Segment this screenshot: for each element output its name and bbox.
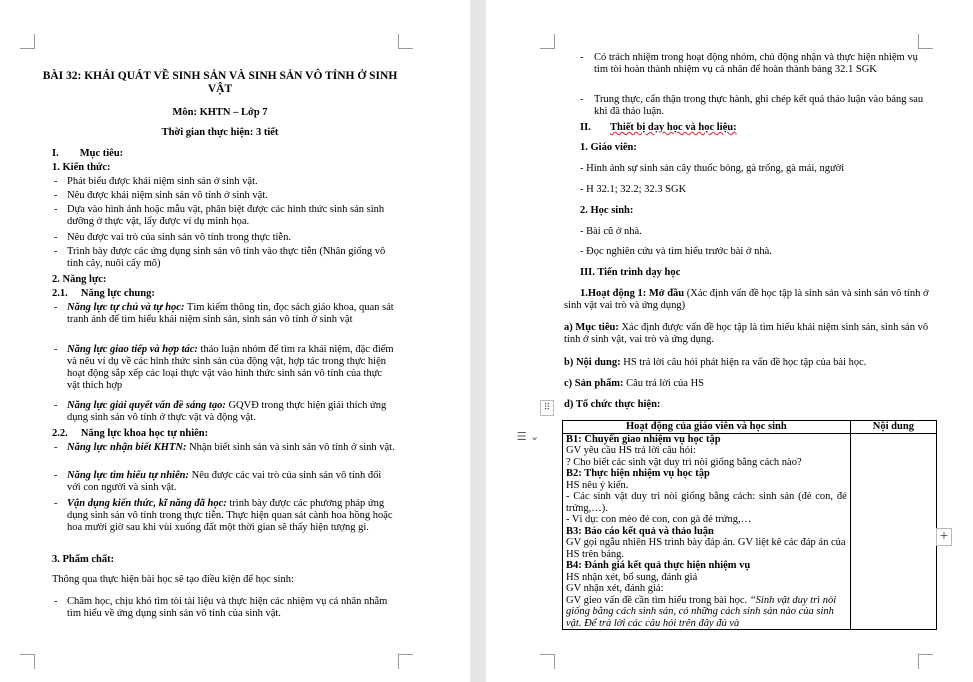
activity-1-line: 1.Hoạt động 1: Mở đầu (Xác định vấn đề học tập là sinh sản và sinh sản vô tính ở sinh vật vai trò và ứng dụng) bbox=[564, 288, 929, 311]
table-cell-content[interactable] bbox=[850, 433, 936, 630]
step-4-heading: B4: Đánh giá kết quả thực hiện nhiệm vụ bbox=[566, 560, 751, 571]
bullet: - bbox=[54, 204, 58, 215]
bullet: - bbox=[54, 232, 58, 243]
step-text: HS nhận xét, bổ sung, đánh giá bbox=[566, 571, 698, 583]
step-text: GV nhận xét, đánh giá: bbox=[566, 583, 664, 594]
bullet: - bbox=[54, 498, 58, 509]
step-text: GV yêu cầu HS trả lời câu hỏi: bbox=[566, 445, 696, 456]
teacher-item: - H 32.1; 32.2; 32.3 SGK bbox=[580, 184, 687, 195]
document-page-left bbox=[0, 0, 470, 682]
bullet: - bbox=[54, 470, 58, 481]
activity-table bbox=[562, 420, 937, 630]
student-item: - Bài cũ ở nhà. bbox=[580, 226, 642, 237]
subject-line: Môn: KHTN – Lớp 7 bbox=[172, 107, 268, 118]
quality-item: Có trách nhiệm trong hoạt động nhóm, chủ động nhận và thực hiện nhiệm vụ tìm tòi hoàn thành nhiệm vụ cá nhân để hoàn thành bảng 32.1 SGK bbox=[594, 52, 918, 75]
step-text: ? Cho biết các sinh vật duy trì nòi giống bằng cách nào? bbox=[566, 456, 802, 468]
bullet: - bbox=[54, 190, 58, 201]
student-item: - Đọc nghiên cứu và tìm hiểu trước bài ở nhà. bbox=[580, 246, 772, 257]
crop-mark bbox=[20, 654, 35, 669]
content-line: b) Nội dung: HS trả lời câu hỏi phát hiện ra vấn đề học tập của bài học. bbox=[564, 357, 867, 368]
section-science-competence: 2.2. Năng lực khoa học tự nhiên: bbox=[52, 428, 209, 439]
student-heading: 2. Học sinh: bbox=[580, 205, 634, 216]
bullet: - bbox=[54, 344, 58, 355]
section-equipment: Thiết bị dạy học và học liệu: bbox=[610, 122, 737, 133]
organization-line: d) Tổ chức thực hiện: bbox=[564, 399, 661, 410]
step-text: GV gieo vấn đề cần tìm hiểu trong bài học. “Sinh vật duy trì nòi giống bằng cách sinh sản, có những cách sinh sản nào của sinh vật. Để trả lời các câu hỏi trên đây đủ và bbox=[566, 594, 837, 629]
step-3-heading: B3: Báo cáo kết quả và thảo luận bbox=[566, 525, 714, 537]
crop-mark bbox=[918, 34, 933, 49]
section-quality: 3. Phẩm chất: bbox=[52, 554, 115, 565]
crop-mark bbox=[540, 654, 555, 669]
section-knowledge: 1. Kiến thức: bbox=[52, 162, 111, 173]
general-item: Năng lực giải quyết vấn đề sáng tạo: GQVĐ trong thực hiện giải thích ứng dụng sinh sản vô tính ở thực vật và động vật. bbox=[67, 400, 387, 423]
section-objectives: I. Mục tiêu: bbox=[52, 148, 124, 159]
science-item: Năng lực nhận biết KHTN: Nhận biết sinh sản và sinh sản vô tính ở sinh vật. bbox=[67, 442, 395, 453]
crop-mark bbox=[20, 34, 35, 49]
bullet: - bbox=[54, 596, 58, 607]
table-header-activity: Hoạt động của giáo viên và học sinh bbox=[563, 421, 851, 434]
crop-mark bbox=[398, 34, 413, 49]
bullet: - bbox=[54, 442, 58, 453]
step-text: HS nêu ý kiến. bbox=[566, 479, 629, 491]
table-cell-activity[interactable] bbox=[563, 433, 851, 630]
section-competence: 2. Năng lực: bbox=[52, 274, 107, 285]
quality-item: Chăm học, chịu khó tìm tòi tài liệu và thực hiện các nhiệm vụ cá nhân nhằm tìm hiểu về ứng dụng sinh sản vô tính của sinh vật. bbox=[67, 596, 388, 619]
knowledge-item: Nêu được vai trò của sinh sản vô tính trong thực tiễn. bbox=[67, 232, 291, 243]
section-general-competence: 2.1. Năng lực chung: bbox=[52, 288, 155, 299]
bullet: - bbox=[580, 94, 584, 105]
bullet: - bbox=[54, 400, 58, 411]
duration-line: Thời gian thực hiện: 3 tiết bbox=[161, 127, 279, 138]
crop-mark bbox=[540, 34, 555, 49]
crop-mark bbox=[918, 654, 933, 669]
bullet: - bbox=[54, 176, 58, 187]
layout-options-icon[interactable]: ☰ ⌄ bbox=[516, 430, 540, 443]
table-row bbox=[563, 433, 937, 630]
bullet: - bbox=[580, 52, 584, 63]
step-text: - Ví dụ: con mèo đẻ con, con gà đẻ trứng,… bbox=[566, 514, 752, 525]
teacher-item: - Hình ảnh sự sinh sản cây thuốc bỏng, gà trống, gà mái, người bbox=[580, 163, 845, 174]
teacher-heading: 1. Giáo viên: bbox=[580, 142, 637, 153]
step-text: GV gọi ngẫu nhiên HS trình bày đáp án. GV liệt kê các đáp án của HS trên bảng. bbox=[566, 537, 846, 560]
add-column-icon[interactable]: + bbox=[936, 528, 952, 546]
step-text: - Các sinh vật duy trì nòi giống bằng cách: sinh sản (đẻ con, đẻ trứng,…). bbox=[566, 491, 847, 514]
goal-line: a) Mục tiêu: Xác định được vấn đề học tập là tìm hiểu khái niệm sinh sản, sinh sản vô tính ở sinh vật, vai trò và ứng dụng. bbox=[564, 322, 929, 345]
science-item: Vận dụng kiến thức, kĩ năng đã học: trình bày được các phương pháp ứng dụng sinh sản vô tính trong thực tiễn. Thực hiện quan sát cành hoa hồng hoặc hoa mười giờ sau khi vùi xuống đất một thời gian sẽ thấy hiện tượng gì. bbox=[67, 498, 393, 533]
knowledge-item: Nêu được khái niệm sinh sản vô tính ở sinh vật. bbox=[67, 190, 268, 201]
table-header-content: Nội dung bbox=[850, 421, 936, 434]
general-item: Năng lực tự chủ và tự học: Tìm kiếm thông tin, đọc sách giáo khoa, quan sát tranh ảnh để tìm hiểu khái niệm sinh sản, sinh sản vô tính ở sinh vật bbox=[67, 302, 394, 325]
general-item: Năng lực giao tiếp và hợp tác: thảo luận nhóm để tìm ra khái niệm, đặc điểm và nêu ví dụ về các hình thức sinh sản của động vật, hợp tác trong thực hiện hoạt động sắp xếp các loại thực vật vào hình thức sinh sản vô tính của thực vật thích hợp bbox=[67, 344, 394, 391]
product-line: c) Sản phẩm: Câu trả lời của HS bbox=[564, 378, 705, 389]
table-header-row bbox=[563, 421, 937, 434]
step-2-heading: B2: Thực hiện nhiệm vụ học tập bbox=[566, 468, 710, 479]
section-equipment-number: II. bbox=[580, 122, 591, 133]
bullet: - bbox=[54, 302, 58, 313]
move-handle-icon[interactable]: ⠿ bbox=[540, 400, 554, 416]
knowledge-item: Dựa vào hình ảnh hoặc mẫu vật, phân biệt được các hình thức sinh sản sinh dưỡng ở thực vật, lấy được ví dụ minh họa. bbox=[67, 204, 385, 227]
knowledge-item: Phát biểu được khái niệm sinh sản ở sinh vật. bbox=[67, 176, 258, 187]
crop-mark bbox=[398, 654, 413, 669]
bullet: - bbox=[54, 246, 58, 257]
quality-intro: Thông qua thực hiện bài học sẽ tạo điều kiện để học sinh: bbox=[52, 574, 294, 585]
step-1-heading: B1: Chuyển giao nhiệm vụ học tập bbox=[566, 433, 721, 445]
knowledge-item: Trình bày được các ứng dụng sinh sản vô tính vào thực tiễn (Nhân giống vô tính cây, nuôi cấy mô) bbox=[67, 246, 386, 269]
quality-item: Trung thực, cẩn thận trong thực hành, ghi chép kết quả thảo luận vào bảng sau khi đã thảo luận. bbox=[594, 94, 924, 117]
lesson-title: BÀI 32: KHÁI QUÁT VỀ SINH SẢN VÀ SINH SẢN VÔ TÍNH Ở SINH VẬT bbox=[42, 70, 398, 95]
section-process: III. Tiến trình dạy học bbox=[580, 267, 681, 278]
document-page-right bbox=[486, 0, 973, 682]
science-item: Năng lực tìm hiểu tự nhiên: Nêu được các vai trò của sinh sản vô tính đối với con người và sinh vật. bbox=[67, 470, 382, 493]
